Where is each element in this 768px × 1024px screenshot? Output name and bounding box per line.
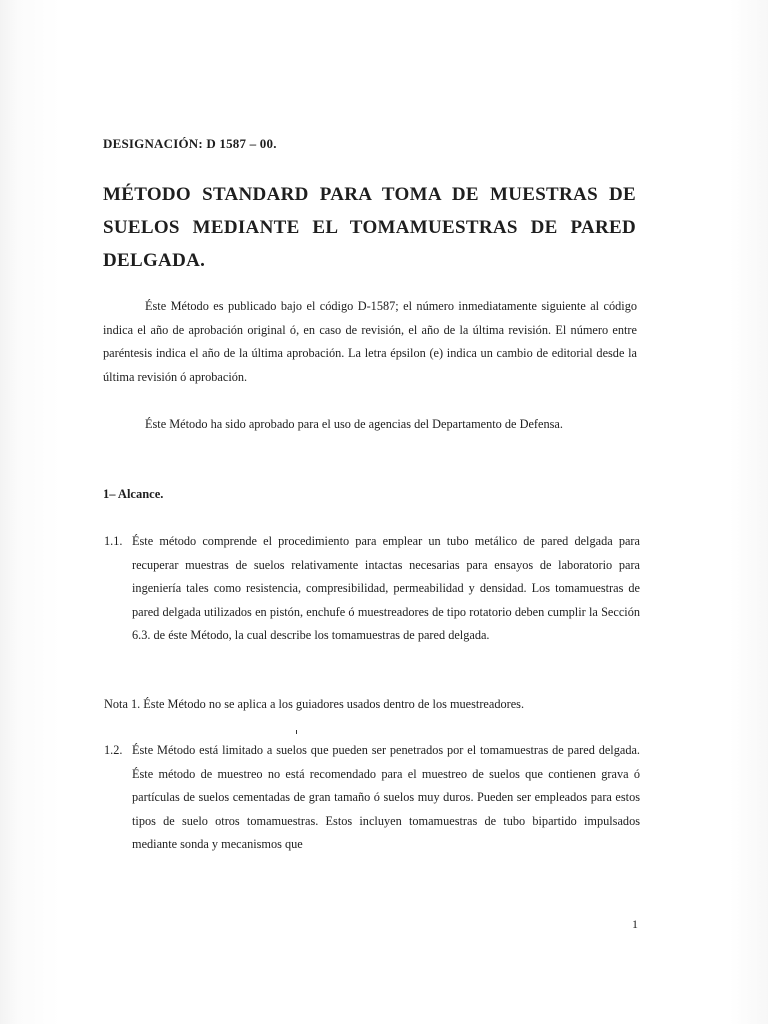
item-number: 1.1.: [104, 534, 123, 548]
scope-item-1-2: [104, 739, 640, 857]
scan-speck: [296, 730, 297, 734]
item-text: Éste método comprende el procedimiento para emplear un tubo metálico de pared delgada para recuperar muestras de suelos relativamente intactas necesarias para ensayos de laboratorio para ingeniería tales como resistencia, compresibilidad, permeabilidad y densidad. Los tomamuestras de pared delgada utilizados en pistón, enchufe ó muestreadores de tipo rotatorio deben cumplir la Sección 6.3. de éste Método, la cual describe los tomamuestras de pared delgada.: [132, 534, 640, 642]
page-number: 1: [632, 917, 638, 931]
note-1: Nota 1. Éste Método no se aplica a los guiadores usados dentro de los muestreadores.: [104, 697, 525, 711]
intro-paragraph-publication: Éste Método es publicado bajo el código D-1587; el número inmediatamente siguiente al código indica el año de aprobación original ó, en caso de revisión, el año de la última revisión. El número entre paréntesis indica el año de la última aprobación. La letra épsilon (e) indica un cambio de editorial desde la última revisión ó aprobación.: [103, 299, 637, 384]
document-designation: DESIGNACIÓN: D 1587 – 00.: [103, 136, 277, 151]
document-title: MÉTODO STANDARD PARA TOMA DE MUESTRAS DE SUELOS MEDIANTE EL TOMAMUESTRAS DE PARED DELGADA.: [103, 184, 636, 271]
item-number: 1.2.: [104, 743, 123, 757]
section-heading-scope: 1– Alcance.: [103, 487, 164, 501]
item-text: Éste Método está limitado a suelos que pueden ser penetrados por el tomamuestras de pared delgada. Éste método de muestreo no está recomendado para el muestreo de suelos que contienen grava ó partículas de suelos cementadas de gran tamaño ó suelos muy duros. Pueden ser empleados para estos tipos de suelo otros tomamuestras. Estos incluyen tomamuestras de tubo bipartido impulsados mediante sonda y mecanismos que: [132, 743, 640, 851]
scope-item-1-1: [104, 530, 640, 648]
intro-paragraph-approval: Éste Método ha sido aprobado para el uso de agencias del Departamento de Defensa.: [145, 417, 563, 431]
